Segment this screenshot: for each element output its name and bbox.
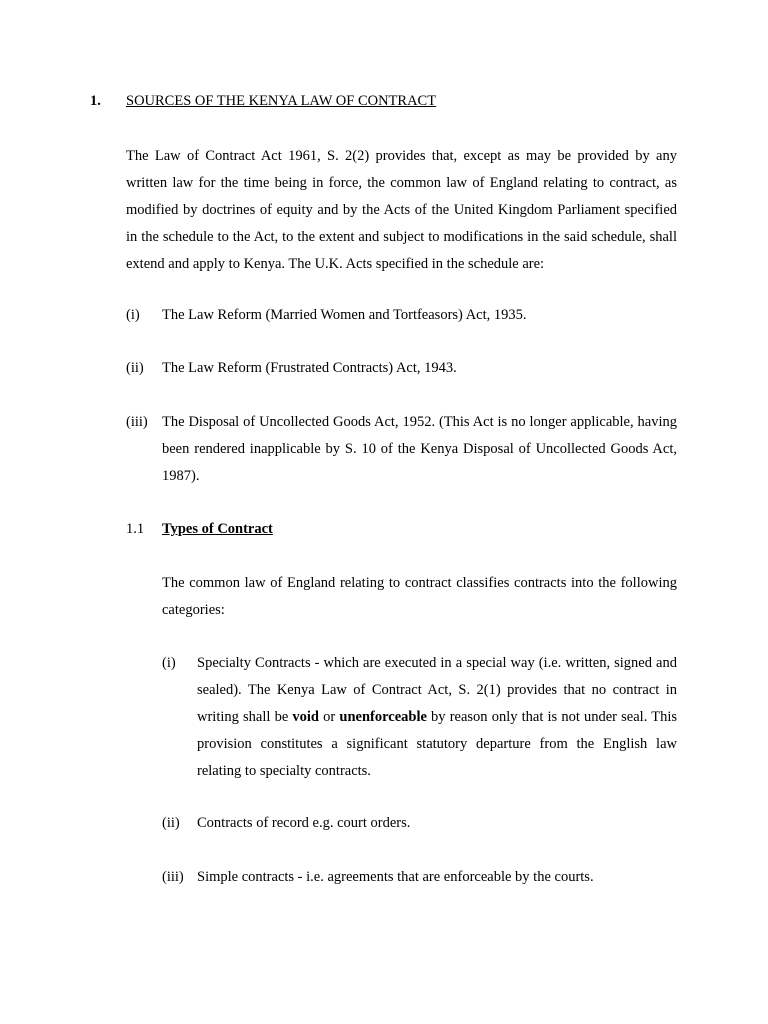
act-text: The Law Reform (Married Women and Tortfeasors) Act, 1935.	[162, 307, 527, 323]
bold-term-void: void	[292, 709, 319, 725]
section-number: 1.1	[126, 521, 145, 537]
intro-paragraph: The Law of Contract Act 1961, S. 2(2) provides that, except as may be provided by any written law for the time being in force, the common law of England relating to contract, as modified by doctrines of equity and by the Acts of the United Kingdom Parliament specified in the schedule to the Act, to the extent and subject to modifications in the said schedule, shall extend and apply to Kenya. The U.K. Acts specified in the schedule are:	[126, 148, 677, 272]
act-text: The Disposal of Uncollected Goods Act, 1952. (This Act is no longer applicable, having been rendered inapplicable by S. 10 of the Kenya Disposal of Uncollected Goods Act, 1987).	[162, 414, 677, 484]
type-text-part: Specialty Contracts - which are executed in a special way (i.e. written, signed and sealed). The Kenya Law of Contract Act, S. 2(1) provides that no contract in writing shall be	[197, 655, 677, 725]
type-text: Contracts of record e.g. court orders.	[197, 815, 411, 831]
type-text-part: or	[319, 709, 340, 725]
act-label: (ii)	[126, 360, 144, 376]
categories-intro: The common law of England relating to contract classifies contracts into the following categories:	[162, 575, 677, 618]
act-text: The Law Reform (Frustrated Contracts) Act, 1943.	[162, 360, 457, 376]
heading-title: SOURCES OF THE KENYA LAW OF CONTRACT	[126, 93, 437, 109]
type-label: (ii)	[162, 815, 180, 831]
type-text: Simple contracts - i.e. agreements that are enforceable by the courts.	[197, 869, 594, 885]
type-text-part: by reason only that is not under seal. This provision constitutes a significant statutory departure from the English law relating to specialty contracts.	[197, 709, 677, 779]
act-label: (iii)	[126, 414, 148, 430]
act-label: (i)	[126, 307, 140, 323]
type-text	[197, 650, 677, 785]
bold-term-unenforceable: unenforceable	[339, 709, 427, 725]
type-label: (iii)	[162, 869, 184, 885]
heading-number: 1.	[90, 93, 101, 109]
type-label: (i)	[162, 655, 176, 671]
section-title: Types of Contract	[162, 521, 273, 537]
